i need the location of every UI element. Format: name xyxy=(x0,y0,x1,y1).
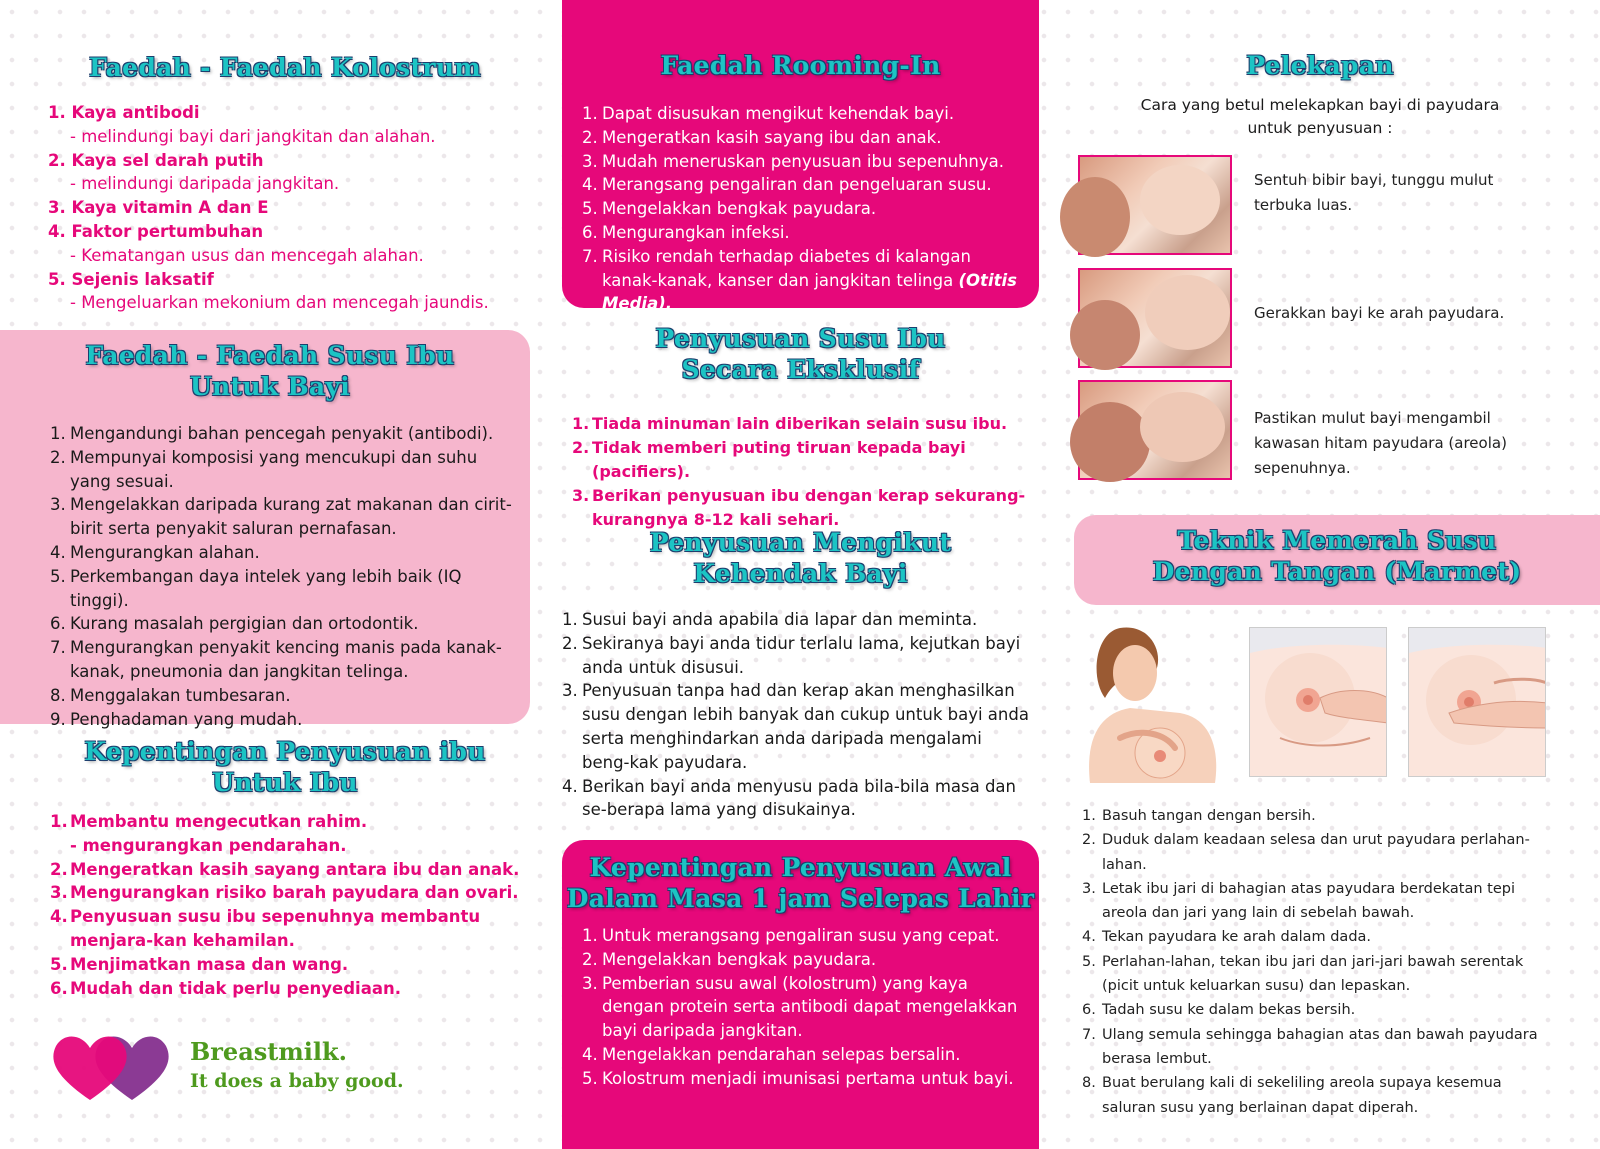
marmet-figure-3 xyxy=(1408,627,1546,777)
baby-benefits-list xyxy=(50,422,520,731)
list-item: 4. Penyusuan susu ibu sepenuhnya membantu menjara-kan kehamilan. xyxy=(50,907,481,950)
list-item: 1. Tiada minuman lain diberikan selain susu ibu. xyxy=(572,414,1008,433)
list-item: 2. Duduk dalam keadaan selesa dan urut payudara perlahan-lahan. xyxy=(1082,832,1530,873)
slogan-line1: Breastmilk. xyxy=(190,1037,347,1066)
list-item: 1. Basuh tangan dengan bersih. xyxy=(1082,808,1316,824)
list-item: 3. Berikan penyusuan ibu dengan kerap sekurang-kurangnya 8-12 kali sehari. xyxy=(572,486,1026,529)
latching-title: Pelekapan xyxy=(1246,51,1394,80)
list-item: 2. Kaya sel darah putih - melindungi daripada jangkitan. xyxy=(48,150,340,194)
rooming-in-panel xyxy=(562,0,1039,314)
marmet-list xyxy=(1082,804,1552,1120)
latch-photo-2 xyxy=(1078,268,1232,368)
list-item: 2. Mengeratkan kasih sayang antara ibu dan anak. xyxy=(50,859,520,879)
exclusive-title: Penyusuan Susu Ibu Secara Eksklusif xyxy=(655,324,946,385)
list-item: 5. Perlahan-lahan, tekan ibu jari dan jari-jari bawah serentak (picit untuk keluarkan susu) dan lepaskan. xyxy=(1082,953,1524,995)
list-item: 1. Mengandungi bahan pencegah penyakit (antibodi). xyxy=(50,424,494,443)
list-item: 1. Dapat disusukan mengikut kehendak bayi. xyxy=(582,104,955,123)
list-item: 1. Susui bayi anda apabila dia lapar dan meminta. xyxy=(562,610,978,629)
list-item: 3. Pemberian susu awal (kolostrum) yang kaya dengan protein serta antibodi dapat mengelakkan bayi daripada jangkitan. xyxy=(582,973,1018,1041)
colostrum-list xyxy=(48,101,538,315)
marmet-figure-2 xyxy=(1249,627,1387,777)
marmet-title: Teknik Memerah Susu Dengan Tangan (Marmet) xyxy=(1152,526,1522,587)
slogan-line2: It does a baby good. xyxy=(190,1070,404,1092)
baby-benefits-panel xyxy=(0,330,530,729)
latch-photo-3 xyxy=(1078,380,1232,480)
list-item: 3. Mengurangkan risiko barah payudara dan ovari. xyxy=(50,883,519,903)
list-item: 6. Mengurangkan infeksi. xyxy=(582,222,790,242)
list-item: 6. Kurang masalah pergigian dan ortodontik. xyxy=(50,614,419,634)
list-item: 7. Risiko rendah terhadap diabetes di kalangan kanak-kanak, kanser dan jangkitan telinga (Otitis Media). xyxy=(582,246,1017,314)
rooming-in-list xyxy=(582,102,1022,316)
baby-benefits-title: Faedah - Faedah Susu Ibu Untuk Bayi xyxy=(85,341,455,402)
latch-step-1: Sentuh bibir bayi, tunggu mulut terbuka luas. xyxy=(1254,171,1494,214)
list-item: 4. Mengurangkan alahan. xyxy=(50,542,260,562)
early-feeding-list xyxy=(582,924,1022,1091)
list-item: 2. Sekiranya bayi anda tidur terlalu lama, kejutkan bayi anda untuk disusui. xyxy=(562,633,1021,677)
rooming-in-title: Faedah Rooming-In xyxy=(660,51,941,80)
latching-intro: Cara yang betul melekapkan bayi di payudara untuk penyusuan : xyxy=(1140,96,1500,137)
marmet-panel xyxy=(1074,515,1600,605)
slogan xyxy=(190,1037,404,1095)
list-item: 4. Merangsang pengaliran dan pengeluaran susu. xyxy=(582,175,992,195)
list-item: 3. Penyusuan tanpa had dan kerap akan menghasilkan susu dengan lebih banyak dan cukup untuk bayi anda serta menghindarkan anda daripada mengalami beng-kak payudara. xyxy=(562,681,1029,772)
mother-illustration xyxy=(1080,618,1220,783)
list-item: 8. Buat berulang kali di sekeliling areola supaya kesemua saluran susu yang berlainan dapat diperah. xyxy=(1082,1075,1502,1116)
list-item: 2. Mempunyai komposisi yang mencukupi dan suhu yang sesuai. xyxy=(50,447,478,491)
list-item: 3. Letak ibu jari di bahagian atas payudara berdekatan tepi areola dan jari yang lain di sebelah bawah. xyxy=(1082,880,1516,922)
list-item: 1. Membantu mengecutkan rahim. - mengurangkan pendarahan. xyxy=(50,812,368,855)
hearts-icon xyxy=(50,1030,170,1102)
list-item: 6. Tadah susu ke dalam bekas bersih. xyxy=(1082,1002,1356,1019)
exclusive-list xyxy=(572,412,1032,532)
mother-importance-list xyxy=(50,810,530,1000)
list-item: 5. Mengelakkan bengkak payudara. xyxy=(582,199,877,219)
list-item: 2. Mengeratkan kasih sayang ibu dan anak. xyxy=(582,127,942,147)
list-item: 5. Sejenis laksatif - Mengeluarkan mekonium dan mencegah jaundis. xyxy=(48,269,489,313)
list-item: 3. Kaya vitamin A dan E xyxy=(48,198,269,218)
list-item: 4. Tekan payudara ke arah dalam dada. xyxy=(1082,929,1372,946)
list-item: 7. Mengurangkan penyakit kencing manis pada kanak-kanak, pneumonia dan jangkitan telinga. xyxy=(50,638,502,681)
early-feeding-title: Kepentingan Penyusuan Awal Dalam Masa 1 jam Selepas Lahir xyxy=(566,853,1035,914)
list-item: 1. Untuk merangsang pengaliran susu yang cepat. xyxy=(582,926,1000,945)
list-item: 8. Menggalakan tumbesaran. xyxy=(50,685,291,705)
list-item: 5. Perkembangan daya intelek yang lebih baik (IQ tinggi). xyxy=(50,566,462,610)
colostrum-title: Faedah - Faedah Kolostrum xyxy=(88,53,482,82)
list-item: 5. Kolostrum menjadi imunisasi pertama untuk bayi. xyxy=(582,1068,1014,1088)
list-item: 2. Mengelakkan bengkak payudara. xyxy=(582,949,877,969)
mother-importance-title: Kepentingan Penyusuan ibu Untuk Ibu xyxy=(84,737,486,798)
latch-photo-1 xyxy=(1078,155,1232,255)
early-feeding-panel xyxy=(562,840,1039,1149)
latch-step-2: Gerakkan bayi ke arah payudara. xyxy=(1254,304,1505,322)
list-item: 1. Kaya antibodi - melindungi bayi dari jangkitan dan alahan. xyxy=(48,103,436,146)
list-item: 5. Menjimatkan masa dan wang. xyxy=(50,954,349,974)
latch-step-3: Pastikan mulut bayi mengambil kawasan hitam payudara (areola) sepenuhnya. xyxy=(1254,409,1507,477)
list-item: 6. Mudah dan tidak perlu penyediaan. xyxy=(50,978,401,998)
list-item: 2. Tidak memberi puting tiruan kepada bayi (pacifiers). xyxy=(572,438,966,481)
list-item: 7. Ulang semula sehingga bahagian atas dan bawah payudara berasa lembut. xyxy=(1082,1026,1538,1067)
on-demand-title: Penyusuan Mengikut Kehendak Bayi xyxy=(649,528,952,589)
list-item: 9. Penghadaman yang mudah. xyxy=(50,709,303,729)
on-demand-list xyxy=(562,608,1032,822)
list-item: 4. Faktor pertumbuhan - Kematangan usus dan mencegah alahan. xyxy=(48,221,424,265)
list-item: 3. Mengelakkan daripada kurang zat makanan dan cirit-birit serta penyakit saluran pernafasan. xyxy=(50,495,512,539)
list-item: 4. Mengelakkan pendarahan selepas bersalin. xyxy=(582,1044,961,1064)
list-item: 4. Berikan bayi anda menyusu pada bila-bila masa dan se-berapa lama yang disukainya. xyxy=(562,776,1016,820)
list-item: 3. Mudah meneruskan penyusuan ibu sepenuhnya. xyxy=(582,151,1004,171)
